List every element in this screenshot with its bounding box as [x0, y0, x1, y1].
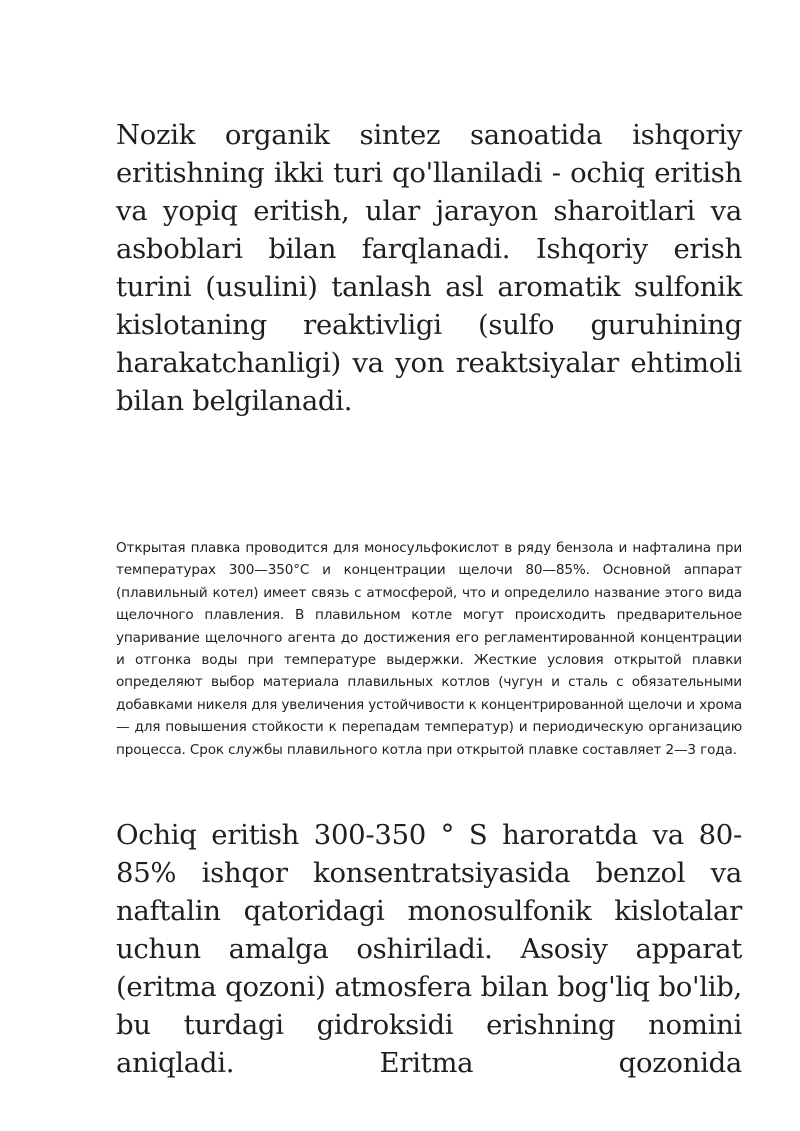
uzbek-intro-paragraph: Nozik organik sintez sanoatida ishqoriy eritishning ikki turi qo'llaniladi - ochiq eritish va yopiq eritish, ular jarayon sharoitlari va asboblari bilan farqlanadi. Ishqoriy erish turini (usulini) tanlash asl aromatik sulfonik kislotaning reaktivligi (sulfo guruhining harakatchanligi) va yon reaktsiyalar ehtimoli bilan belgilanadi.: [116, 119, 742, 417]
russian-open-melt-paragraph: Открытая плавка проводится для моносульфокислот в ряду бензола и нафталина при температурах 300—350°С и концентрации щелочи 80—85%. Основной аппарат (плавильный котел) имеет связь с атмосферой, что и определило название этого вида щелочного плавления. В плавильном котле могут происходить предварительное упаривание щелочного агента до достижения его регламентированной концентрации и отгонка воды при температуре выдержки. Жесткие условия открытой плавки определяют выбор материала плавильных котлов (чугун и сталь с обязательными добавками никеля для увеличения устойчивости к концентрированной щелочи и хрома — для повышения стойкости к перепадам температур) и периодическую организацию процесса. Срок службы плавильного котла при открытой плавке составляет 2—3 года.: [116, 540, 742, 758]
uzbek-open-melt-paragraph: Ochiq eritish 300-350 ° S haroratda va 80-85% ishqor konsentratsiyasida benzol va naftalin qatoridagi monosulfonik kislotalar uchun amalga oshiriladi. Asosiy apparat (eritma qozoni) atmosfera bilan bog'liq bo'lib, bu turdagi gidroksidi erishning nomini aniqladi. Eritma qozonida: [116, 819, 742, 1079]
